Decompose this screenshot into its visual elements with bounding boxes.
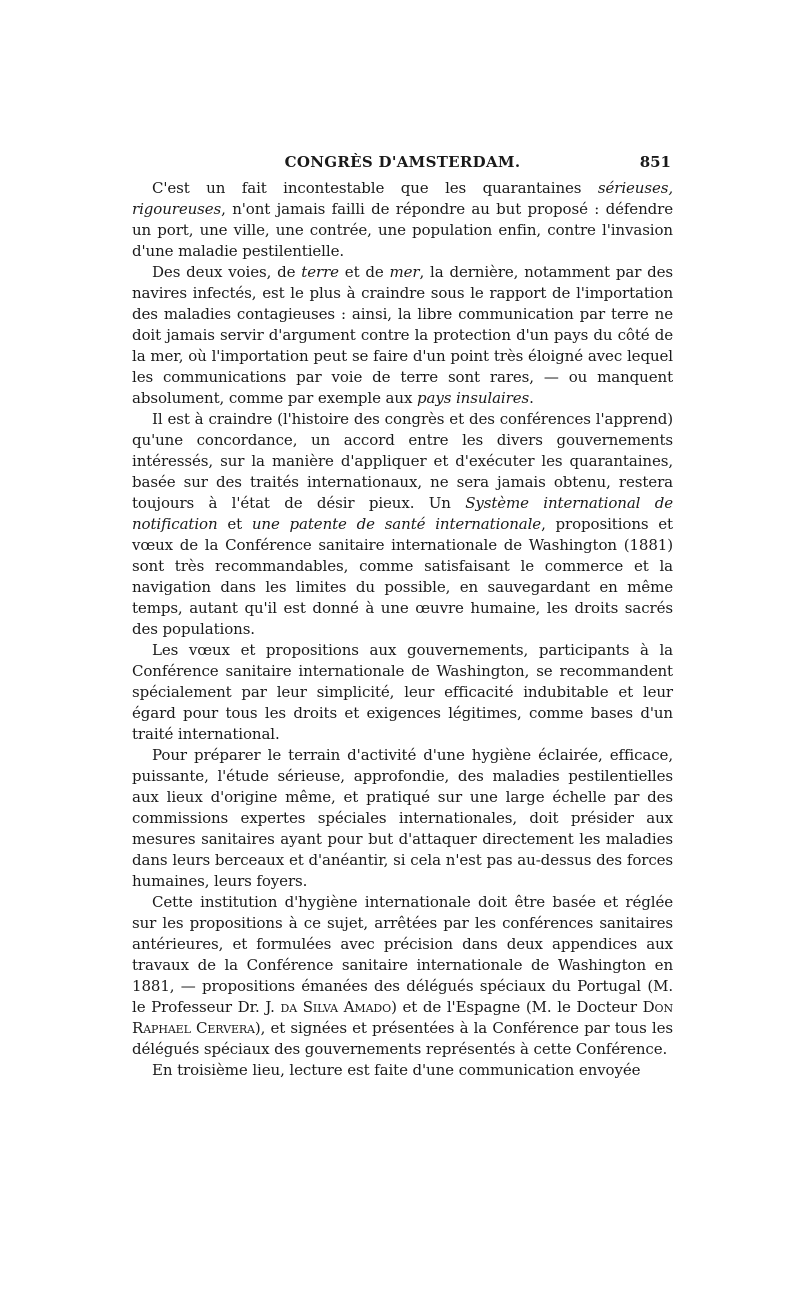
author-name-silva-amado: da Silva Amado [280,998,392,1016]
paragraph-2: Des deux voies, de terre et de mer, la dernière, notamment par des navires infectés, est le plus à craindre sous le rapport de l'importation des maladies contagieuses : ainsi, la libre communication par terre ne doit jamais servir d'argument contre la protection d'un pays du côté de la mer, où l'importation peut se faire d'un point très éloigné avec lequel les communications par voie de terre sont rares, — ou manquent absolument, comme par exemple aux pays insulaires. [132,263,674,407]
paragraph-5: Pour préparer le terrain d'activité d'une hygiène éclairée, efficace, puissante, l'étude sérieuse, approfondie, des maladies pestilentielles aux lieux d'origine même, et pratiqué sur une large échelle par des commissions expertes spéciales internationales, doit présider aux mesures sanitaires ayant pour but d'attaquer directement les maladies dans leurs berceaux et d'anéantir, si cela n'est pas au-dessus des forces humaines, leurs foyers. [132,746,673,890]
author-name-cervera: Don Raphael Cervera [132,998,673,1037]
book-page [132,150,673,1081]
page-number: 851 [639,153,671,171]
running-title: CONGRÈS D'AMSTERDAM. [284,153,521,171]
paragraph-4: Les vœux et propositions aux gouvernements, participants à la Conférence sanitaire internationale de Washington, se recommandent spécialement par leur simplicité, leur efficacité indubitable et leur égard pour tous les droits et exigences légitimes, comme bases d'un traité international. [132,641,673,743]
paragraph-3: Il est à craindre (l'histoire des congrès et des conférences l'apprend) qu'une concordance, un accord entre les divers gouvernements intéressés, sur la manière d'appliquer et d'exécuter les quarantaines, basée sur des traités internationaux, ne sera jamais obtenu, restera toujours à l'état de désir pieux. Un Système international de notification et une patente de santé internationale, propositions et vœux de la Conférence sanitaire internationale de Washington (1881) sont très recommandables, comme satisfaisant le commerce et la navigation dans les limites du possible, en sauvegardant en même temps, autant qu'il est donné à une œuvre humaine, les droits sacrés des populations. [132,410,674,638]
paragraph-7: En troisième lieu, lecture est faite d'une communication envoyée [152,1061,641,1079]
page-header [132,150,673,178]
body-text [132,178,673,1081]
paragraph-6: Cette institution d'hygiène internationale doit être basée et réglée sur les propositions à ce sujet, arrêtées par les conférences sanitaires antérieures, et formulées avec précision dans deux appendices aux travaux de la Conférence sanitaire internationale de Washington en 1881, — propositions émanées des délégués spéciaux du Portugal (M. le Professeur Dr. J. da Silva Amado) et de l'Espagne (M. le Docteur Don Raphael Cervera), et signées et présentées à la Conférence par tous les délégués spéciaux des gouvernements représentés à cette Conférence. [132,893,673,1058]
paragraph-1: C'est un fait incontestable que les quarantaines sérieuses, rigoureuses, n'ont jamais failli de répondre au but proposé : défendre un port, une ville, une contrée, une population enfin, contre l'invasion d'une maladie pestilentielle. [132,179,673,260]
